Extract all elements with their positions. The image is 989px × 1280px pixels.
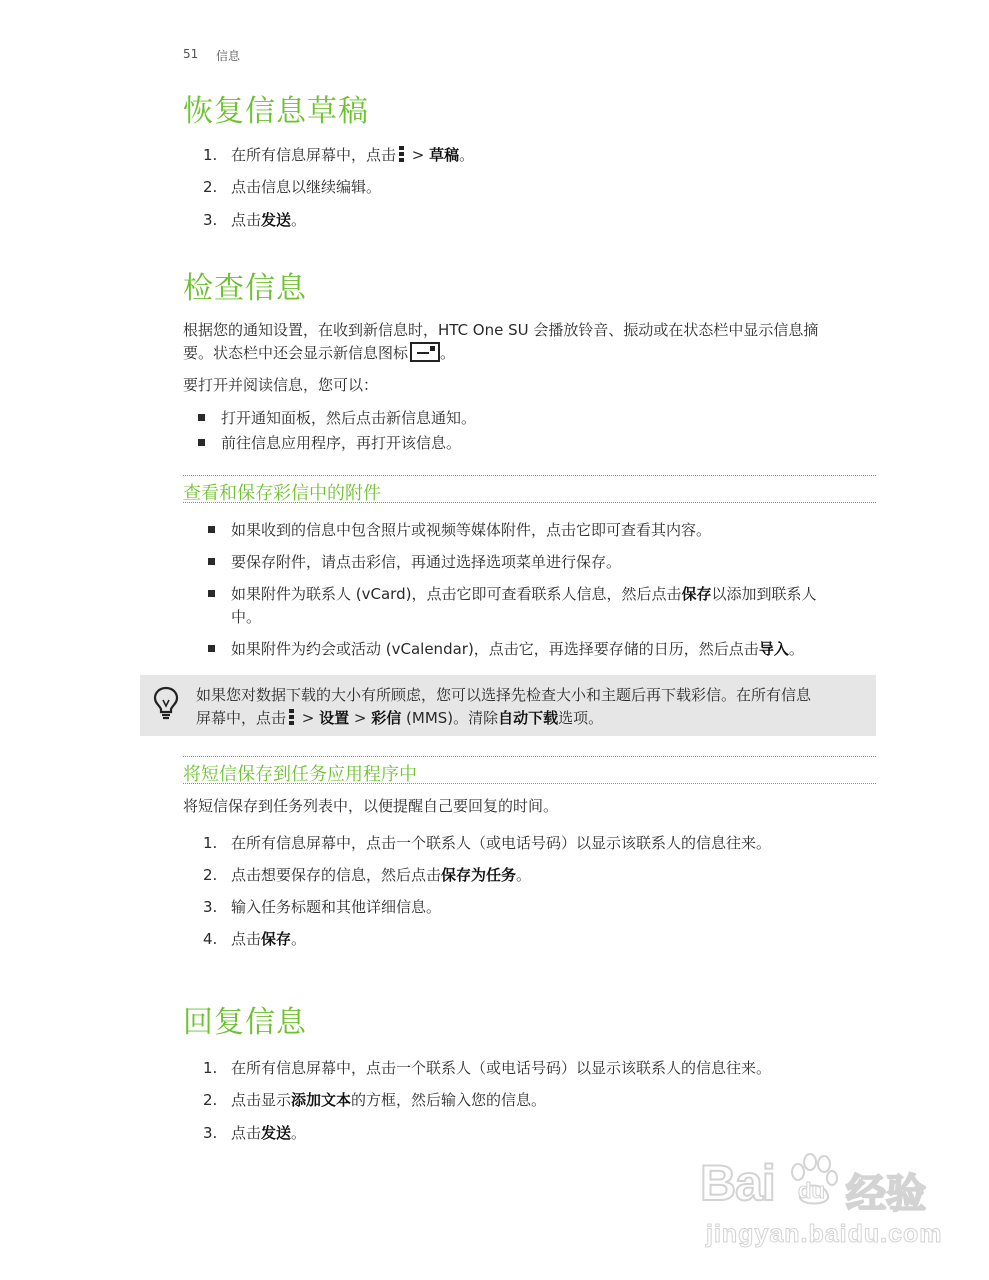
list-item: 前往信息应用程序，再打开该信息。 — [221, 434, 462, 452]
step-text — [231, 143, 474, 167]
tip-box — [140, 675, 876, 736]
separator: > — [349, 709, 372, 727]
step-text — [231, 1088, 546, 1112]
step-number: 1. — [203, 1059, 218, 1077]
list-item — [231, 582, 816, 606]
step-number: 3. — [203, 211, 218, 229]
divider — [183, 475, 876, 476]
list-item: 要保存附件，请点击彩信，再通过选择选项菜单进行保存。 — [231, 553, 622, 571]
watermark-du: du — [798, 1178, 825, 1203]
step-number: 4. — [203, 930, 218, 948]
bullet-icon — [198, 439, 205, 446]
section-title-reply: 回复信息 — [183, 1005, 307, 1040]
paragraph: 将短信保存到任务列表中，以便提醒自己要回复的时间。 — [183, 797, 559, 815]
step-text: 输入任务标题和其他详细信息。 — [231, 898, 442, 916]
bold-term: 草稿 — [429, 146, 460, 164]
step-text-post: 。 — [459, 146, 475, 164]
bold-term: 彩信 — [371, 709, 402, 727]
step-number: 2. — [203, 178, 218, 196]
step-text-pre: 点击想要保存的信息，然后点击 — [231, 866, 442, 884]
list-item-text: 如果附件为联系人 (vCard)，点击它即可查看联系人信息，然后点击 — [231, 585, 682, 603]
bullet-icon — [198, 414, 205, 421]
bullet-icon — [208, 558, 215, 565]
paragraph: 要打开并阅读信息，您可以： — [183, 376, 379, 394]
list-item: 如果收到的信息中包含照片或视频等媒体附件，点击它即可查看其内容。 — [231, 521, 712, 539]
bold-term: 自动下载 — [498, 709, 559, 727]
step-number: 2. — [203, 1091, 218, 1109]
step-text-post: 。 — [291, 1124, 307, 1142]
step-text — [231, 208, 306, 232]
tip-text: (MMS)。清除 — [401, 709, 499, 727]
step-text-pre: 点击 — [231, 1124, 262, 1142]
tip-line: 如果您对数据下载的大小有所顾虑，您可以选择先检查大小和主题后再下载彩信。在所有信息 — [196, 686, 812, 704]
step-number: 3. — [203, 1124, 218, 1142]
paragraph-line: 根据您的通知设置，在收到新信息时，HTC One SU 会播放铃音、振动或在状态栏中显示信息摘 — [183, 321, 819, 339]
step-text: 在所有信息屏幕中，点击一个联系人（或电话号码）以显示该联系人的信息往来。 — [231, 834, 772, 852]
subsection-title-save-to-tasks: 将短信保存到任务应用程序中 — [183, 764, 417, 785]
step-text — [231, 927, 306, 951]
step-text: 点击信息以继续编辑。 — [231, 178, 382, 196]
list-item-continuation: 中。 — [231, 608, 262, 626]
separator: > — [297, 709, 320, 727]
step-number: 3. — [203, 898, 218, 916]
divider — [183, 502, 876, 503]
step-text: 在所有信息屏幕中，点击一个联系人（或电话号码）以显示该联系人的信息往来。 — [231, 1059, 772, 1077]
watermark-jingyan: 经验 — [846, 1171, 926, 1217]
separator: > — [407, 146, 430, 164]
step-text-post: 。 — [516, 866, 532, 884]
bullet-icon — [208, 645, 215, 652]
step-text-post: 的方框，然后输入您的信息。 — [351, 1091, 547, 1109]
bold-term: 添加文本 — [291, 1091, 352, 1109]
header-section-name: 信息 — [216, 49, 241, 63]
bold-term: 发送 — [261, 211, 292, 229]
list-item-text: 以添加到联系人 — [711, 585, 817, 603]
bold-term: 设置 — [319, 709, 350, 727]
step-text-post: 。 — [291, 930, 307, 948]
step-text-pre: 点击 — [231, 930, 262, 948]
bullet-icon — [208, 526, 215, 533]
baidu-jingyan-watermark — [700, 1150, 960, 1260]
bold-term: 保存 — [681, 585, 712, 603]
watermark-url: jingyan.baidu.com — [706, 1220, 943, 1248]
list-item: 打开通知面板，然后点击新信息通知。 — [221, 409, 477, 427]
list-item — [231, 637, 804, 661]
tip-text: 选项。 — [558, 709, 604, 727]
step-text — [231, 863, 531, 887]
step-text-pre: 点击 — [231, 211, 262, 229]
bold-term: 保存 — [261, 930, 292, 948]
step-number: 1. — [203, 146, 218, 164]
step-text-post: 。 — [291, 211, 307, 229]
subsection-title-attachments: 查看和保存彩信中的附件 — [183, 483, 381, 504]
watermark-bai: Bai — [700, 1155, 775, 1211]
divider — [183, 756, 876, 757]
step-text-pre: 在所有信息屏幕中，点击 — [231, 146, 397, 164]
section-title-check-messages: 检查信息 — [183, 271, 307, 306]
step-number: 2. — [203, 866, 218, 884]
bold-term: 导入 — [758, 640, 789, 658]
step-text-pre: 点击显示 — [231, 1091, 292, 1109]
tip-text: 屏幕中，点击 — [196, 709, 287, 727]
bullet-icon — [208, 590, 215, 597]
paragraph-text-end: 。 — [440, 344, 456, 362]
section-title-restore-draft: 恢复信息草稿 — [183, 94, 369, 129]
step-text — [231, 1121, 306, 1145]
lightbulb-icon — [153, 686, 179, 720]
more-menu-icon — [289, 709, 294, 725]
divider — [183, 783, 876, 784]
bold-term: 发送 — [261, 1124, 292, 1142]
new-message-icon — [410, 342, 440, 362]
paragraph-line — [183, 341, 455, 365]
watermark-logo-text — [700, 1154, 775, 1212]
step-number: 1. — [203, 834, 218, 852]
more-menu-icon — [399, 146, 404, 162]
page-number: 51 — [183, 47, 199, 61]
tip-line — [196, 706, 603, 730]
list-item-text: 如果附件为约会或活动 (vCalendar)，点击它，再选择要存储的日历，然后点击 — [231, 640, 759, 658]
list-item-text: 。 — [788, 640, 804, 658]
paragraph-text: 要。状态栏中还会显示新信息图标 — [183, 344, 409, 362]
bold-term: 保存为任务 — [441, 866, 517, 884]
